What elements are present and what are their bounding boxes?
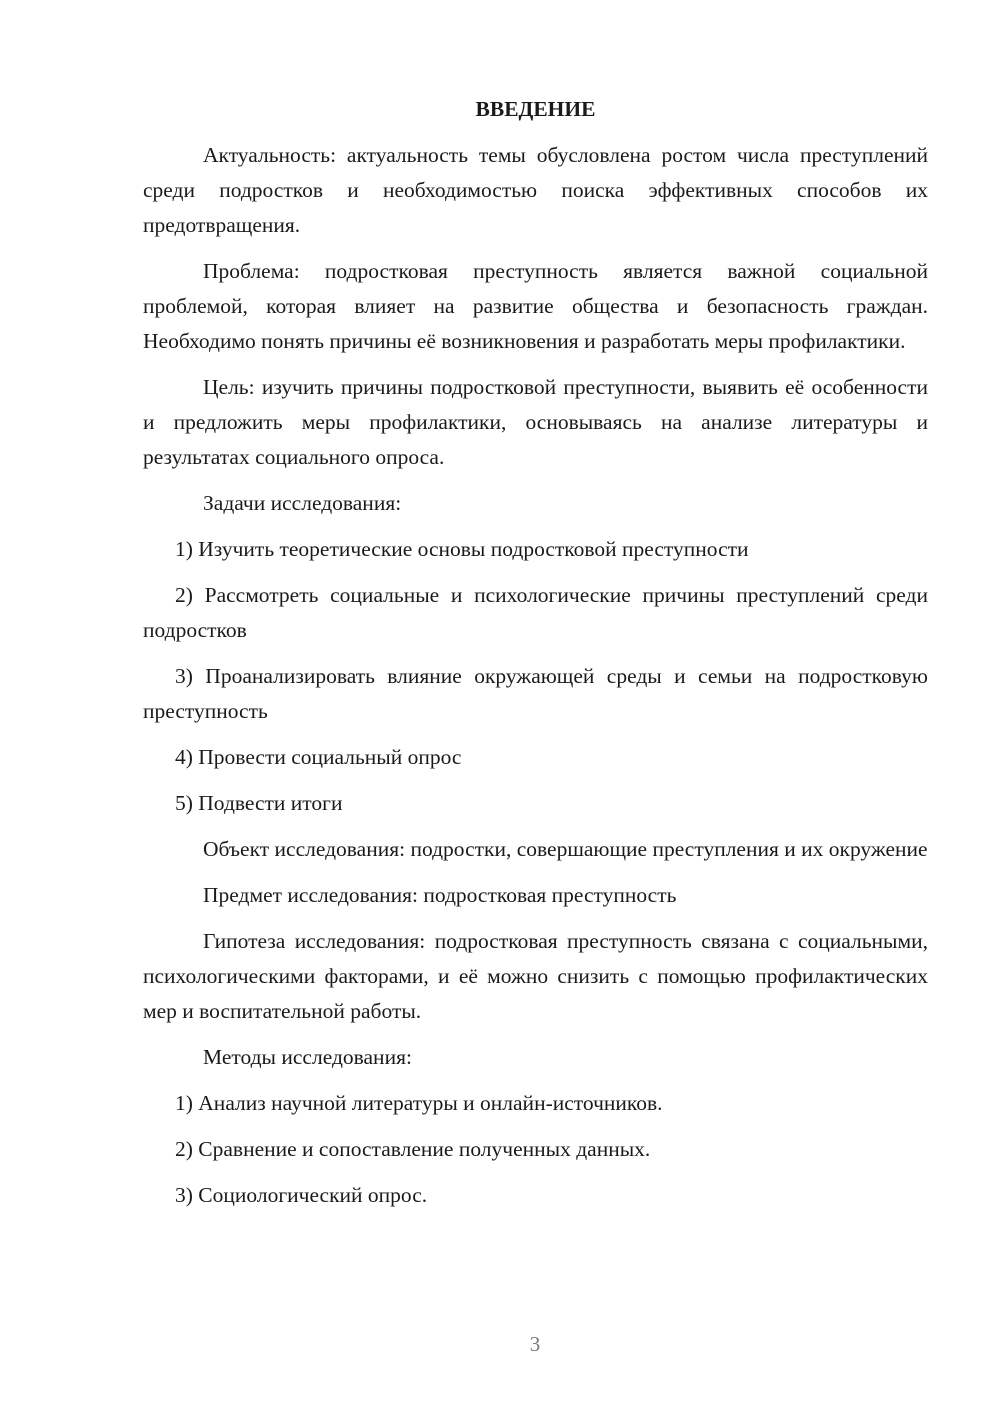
subject-paragraph: Предмет исследования: подростковая преступность [203, 883, 677, 907]
method-item-1: 1) Анализ научной литературы и онлайн-источников. [175, 1091, 663, 1115]
hypothesis-paragraph: Гипотеза исследования: подростковая преступность связана с социальными, психологическими факторами, и её можно снизить с помощью профилактических мер и воспитательной работы. [143, 929, 928, 1023]
tasks-title: Задачи исследования: [203, 491, 402, 515]
section-heading: ВВЕДЕНИЕ [475, 97, 596, 121]
problem-paragraph: Проблема: подростковая преступность является важной социальной проблемой, которая влияет на развитие общества и безопасность граждан. Необходимо понять причины её возникновения и разработать меры профилактики. [143, 259, 928, 353]
methods-title: Методы исследования: [203, 1045, 412, 1069]
object-paragraph: Объект исследования: подростки, совершающие преступления и их окружение [203, 837, 928, 861]
method-item-2: 2) Сравнение и сопоставление полученных данных. [175, 1137, 651, 1161]
relevance-paragraph: Актуальность: актуальность темы обусловлена ростом числа преступлений среди подростков и необходимостью поиска эффективных способов их предотвращения. [143, 143, 928, 237]
task-item-4: 4) Провести социальный опрос [175, 745, 462, 769]
document-page [143, 92, 928, 1224]
method-item-3: 3) Социологический опрос. [175, 1183, 428, 1207]
goal-paragraph: Цель: изучить причины подростковой преступности, выявить её особенности и предложить меры профилактики, основываясь на анализе литературы и результатах социального опроса. [143, 375, 928, 469]
task-item-1: 1) Изучить теоретические основы подростковой преступности [175, 537, 749, 561]
task-item-5: 5) Подвести итоги [175, 791, 343, 815]
task-item-3: 3) Проанализировать влияние окружающей среды и семьи на подростковую преступность [143, 664, 928, 723]
page-number: 3 [529, 1332, 541, 1356]
task-item-2: 2) Рассмотреть социальные и психологические причины преступлений среди подростков [143, 583, 928, 642]
